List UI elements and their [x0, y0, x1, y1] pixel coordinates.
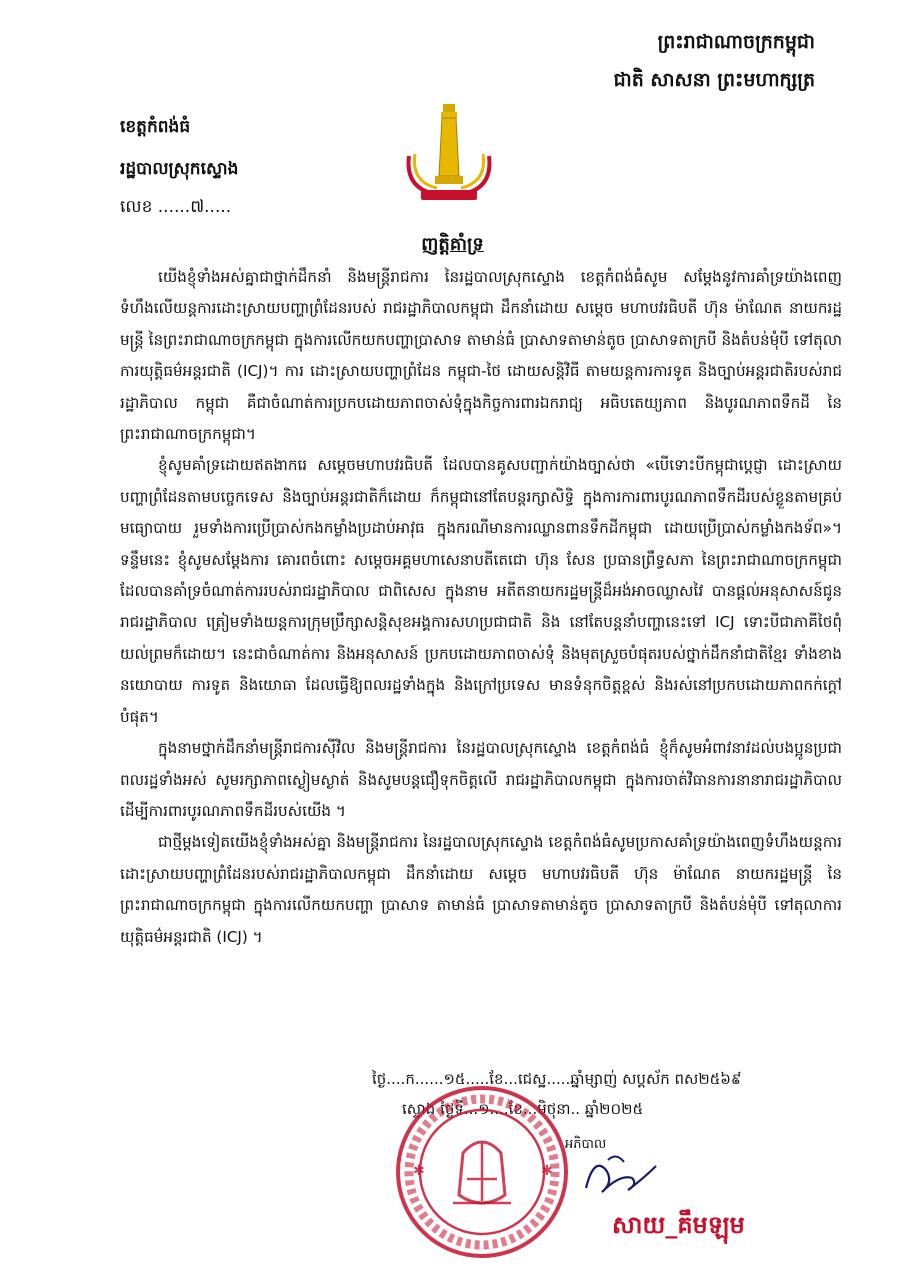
- document-title: ញត្តិគាំទ្រ: [421, 234, 484, 255]
- solar-date: ស្ទោង ថ្ងៃទី...១....ខែ...មិថុនា.. ឆ្នាំ២០២៥: [402, 1100, 644, 1118]
- paragraph-1: យើងខ្ញុំទាំងអស់គ្នាជាថ្នាក់ដឹកនាំ និងមន្ត្រីរាជការ នៃរដ្ឋបាលស្រុកស្ទោង ខេត្តកំពង់ធំសូម សម្តែងនូវការគាំទ្រយ៉ាងពេញទំហឹងលើយន្តការដោះស្រាយបញ្ហាព្រំដែនរបស់ រាជរដ្ឋាភិបាលកម្ពុជា ដឹកនាំដោយ សម្តេច មហាបវរធិបតី ហ៊ុន ម៉ាណែត នាយករដ្ឋមន្ត្រី នៃព្រះរាជាណាចក្រកម្ពុជា ក្នុងការលើកយកបញ្ហាប្រាសាទ តាមាន់ធំ ប្រាសាទតាមាន់តូច ប្រាសាទតាក្របី និងតំបន់មុំបី ទៅតុលាការយុត្តិធម៌អន្តរជាតិ (ICJ)។ ការ ដោះស្រាយបញ្ហាព្រំដែន កម្ពុជា-ថៃ ដោយសន្តិវិធី តាមយន្តការការទូត និងច្បាប់អន្តរជាតិរបស់រាជរដ្ឋាភិបាល កម្ពុជា គឺជាចំណាត់ការប្រកបដោយភាពចាស់ទុំក្នុងកិច្ចការពារឯករាជ្យ អធិបតេយ្យភាព និងបូរណភាពទឹកដី នៃព្រះរាជាណាចក្រកម្ពុជា។: [120, 268, 842, 444]
- paragraph-3: ក្នុងនាមថ្នាក់ដឹកនាំមន្ត្រីរាជការស៊ីវិល និងមន្ត្រីរាជការ នៃរដ្ឋបាលស្រុកស្ទោង ខេត្តកំពង់ធំ ខ្ញុំក៏សូមអំពាវនាវដល់បងប្អូនប្រជាពលរដ្ឋទាំងអស់ សូមរក្សាភាពស្ងៀមស្ងាត់ និងសូមបន្តជឿទុកចិត្តលើ រាជរដ្ឋាភិបាលកម្ពុជា ក្នុងការចាត់វិធានការនានារាជរដ្ឋាភិបាល ដើម្បីការពារបូរណភាពទឹកដីរបស់យើង ។: [120, 739, 842, 820]
- svg-text:✱: ✱: [413, 1163, 425, 1179]
- signer-role: អភិបាល: [565, 1137, 607, 1152]
- national-motto-line1: ព្រះរាជាណាចក្រកម្ពុជា: [657, 31, 815, 53]
- national-motto-line2: ជាតិ សាសនា ព្រះមហាក្សត្រ: [613, 69, 815, 91]
- document-body: [120, 262, 842, 953]
- paragraph-2: ខ្ញុំសូមគាំទ្រដោយឥតងាករេ សម្តេចមហាបវរធិបតី ដែលបានគូសបញ្ជាក់យ៉ាងច្បាស់ថា «បើទោះបីកម្ពុជាប្តេជ្ញា ដោះស្រាយបញ្ហាព្រំដែនតាមបច្ចេកទេស និងច្បាប់អន្តរជាតិក៏ដោយ ក៏កម្ពុជានៅតែបន្តរក្សាសិទ្ធិ ក្នុងការការពារបូរណភាពទឹកដីរបស់ខ្លួនតាមគ្រប់មធ្យោបាយ រួមទាំងការប្រើប្រាស់កងកម្លាំងប្រដាប់អាវុធ ក្នុងករណីមានការឈ្លានពានទឹកដីកម្ពុជា ដោយប្រើប្រាស់កម្លាំងកងទ័ព»។ ទន្ទឹមនេះ ខ្ញុំសូមសម្តែងការ គោរពចំពោះ សម្តេចអគ្គមហាសេនាបតីតេជោ ហ៊ុន សែន ប្រធានព្រឹទ្ធសភា នៃព្រះរាជាណាចក្រកម្ពុជា ដែលបានគាំទ្រចំណាត់ការរបស់រាជរដ្ឋាភិបាល ជាពិសេស ក្នុងនាម អតីតនាយករដ្ឋមន្ត្រីដ៏អង់អាចឈ្លាសវៃ បានផ្តល់អនុសាសន៍ជូនរាជរដ្ឋាភិបាល ត្រៀមទាំងយន្តការក្រុមប្រឹក្សាសន្តិសុខអង្គការសហប្រជាជាតិ និង នៅតែបន្តនាំបញ្ហានេះទៅ ICJ ទោះបីជាភាគីថៃពុំយល់ព្រមក៏ដោយ។ នេះជាចំណាត់ការ និងអនុសាសន៍ ប្រកបដោយភាពចាស់ទុំ និងមុតស្រួចបំផុតរបស់ថ្នាក់ដឹកនាំជាតិខ្មែរ ទាំងខាងនយោបាយ ការទូត និងយោធា ដែលធ្វើឱ្យពលរដ្ឋទាំងក្នុង និងក្រៅប្រទេស មានទំនុកចិត្តខ្ពស់ និងរស់នៅប្រកបដោយភាពកក់ក្តៅបំផុត។: [120, 456, 842, 726]
- paragraph-4: ជាថ្មីម្តងទៀតយើងខ្ញុំទាំងអស់គ្នា និងមន្ត្រីរាជការ នៃរដ្ឋបាលស្រុកស្ទោង ខេត្តកំពង់ធំសូមប្រកាសគាំទ្រយ៉ាងពេញទំហឹងយន្តការដោះស្រាយបញ្ហាព្រំដែនរបស់រាជរដ្ឋាភិបាលកម្ពុជា ដឹកនាំដោយ សម្តេច មហាបវរធិបតី ហ៊ុន ម៉ាណែត នាយករដ្ឋមន្ត្រី នៃព្រះរាជាណាចក្រកម្ពុជា ក្នុងការលើកយកបញ្ហា ប្រាសាទ តាមាន់ធំ ប្រាសាទតាមាន់តូច ប្រាសាទតាក្របី និងតំបន់មុំបី ទៅតុលាការយុត្តិធម៌អន្តរជាតិ (ICJ) ។: [120, 833, 842, 946]
- lunar-date: ថ្ងៃ....ក......១៥.....ខែ...ជេស្ឋ.....ឆ្នាំម្សាញ់ សប្តស័ក ពស២៥៦៩: [372, 1070, 742, 1088]
- official-seal-icon: [393, 1083, 571, 1261]
- district-logo-icon: [395, 96, 503, 206]
- reference-number: លេខ ......៧.....: [120, 197, 232, 217]
- district-administration: រដ្ឋបាលស្រុកស្ទោង: [120, 159, 239, 179]
- svg-text:✱: ✱: [541, 1163, 553, 1179]
- province-name: ខេត្តកំពង់ធំ: [120, 117, 191, 137]
- handwritten-signature-icon: [580, 1148, 660, 1203]
- signer-name: សាយ_គឹមឡុម: [612, 1211, 745, 1239]
